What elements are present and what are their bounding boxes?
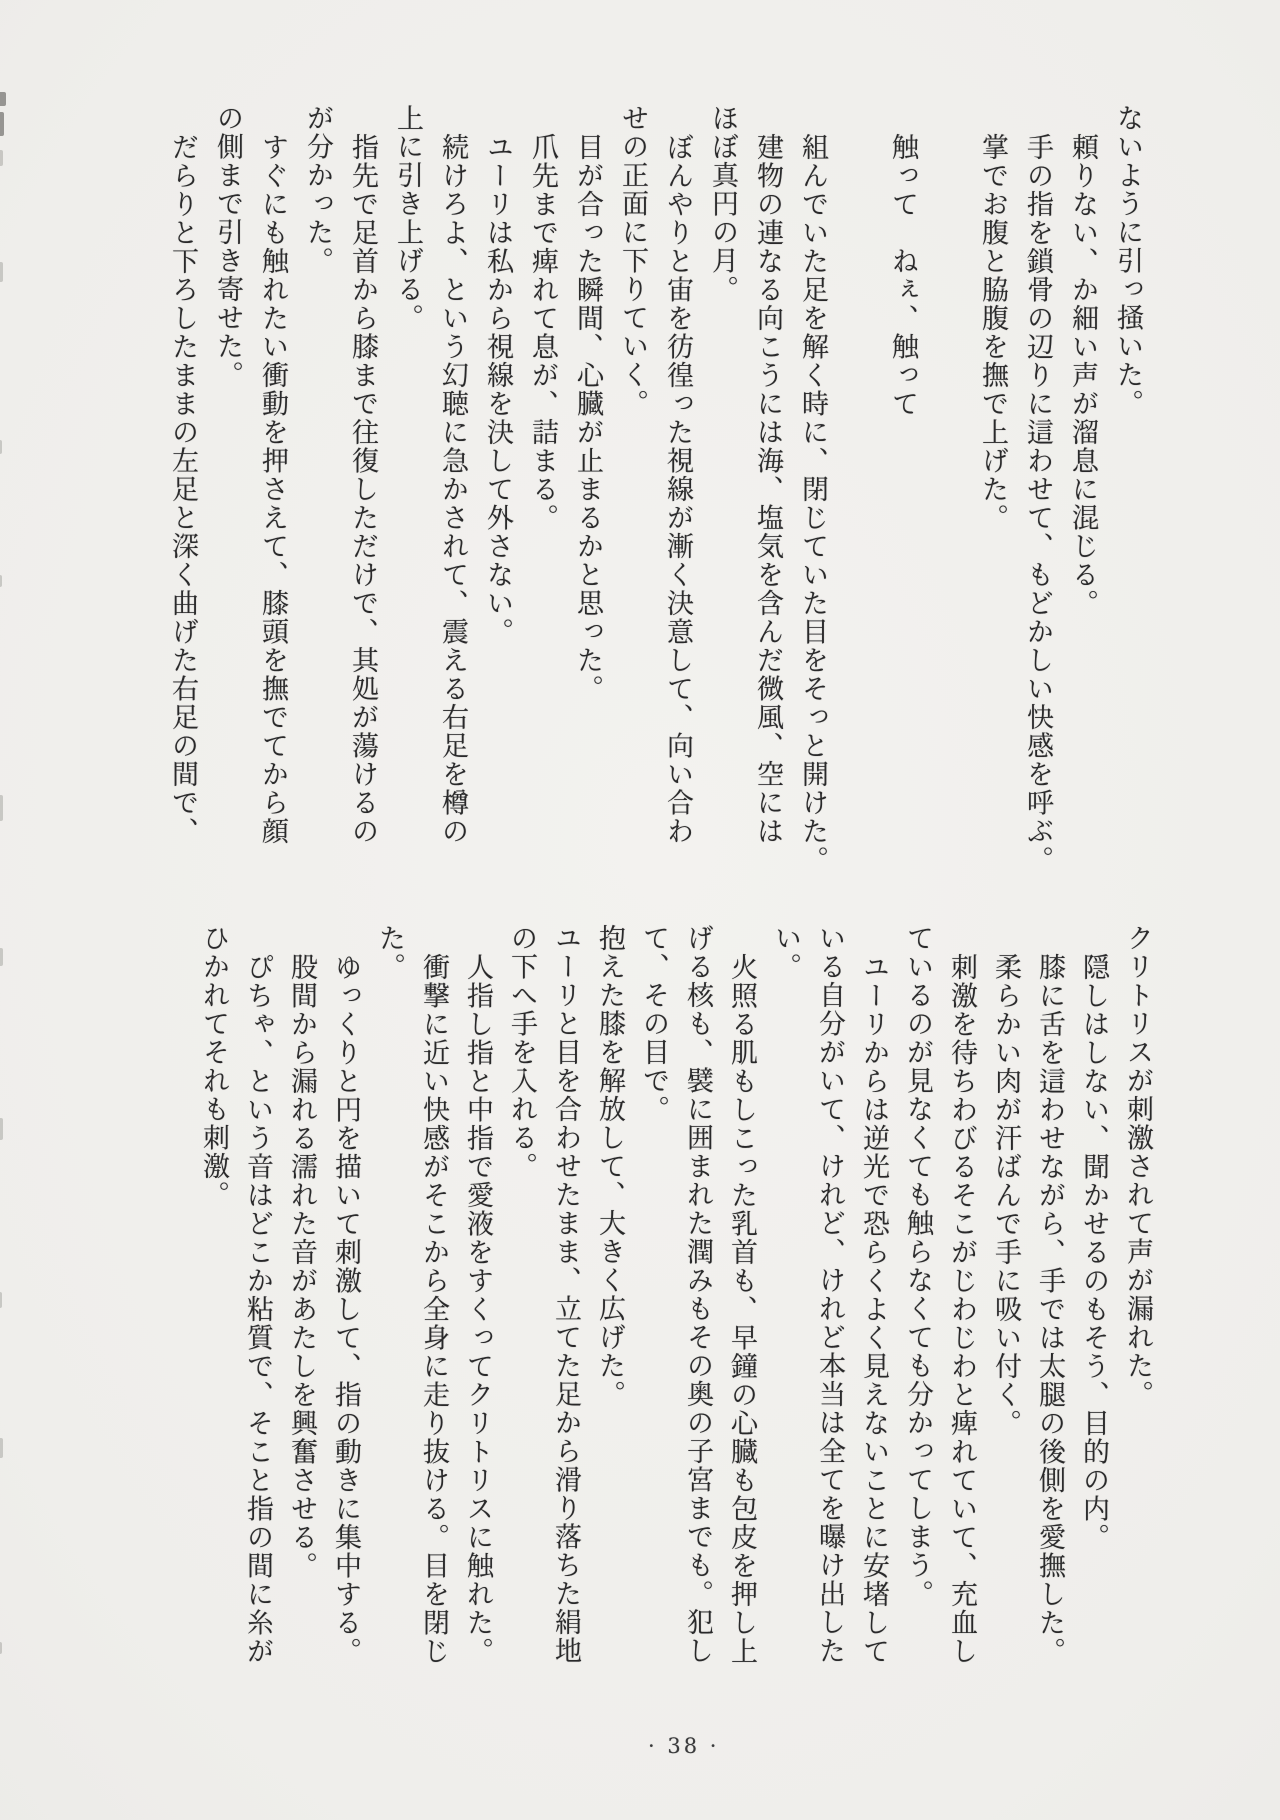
text-column: ないように引っ掻いた。: [1112, 104, 1143, 418]
text-column: ぼんやりと宙を彷徨った視線が漸く決意して、向い合わ: [662, 133, 693, 846]
text-column: ゆっくりと円を描いて刺激して、指の動きに集中する。: [330, 953, 361, 1666]
text-column: ほぼ真円の月。: [707, 104, 738, 304]
text-column: ひかれてそれも刺激。: [198, 924, 229, 1209]
text-column: て、その目で。: [638, 924, 669, 1124]
scan-artifact: [0, 795, 3, 821]
text-column: 手の指を鎖骨の辺りに這わせて、もどかしい快感を呼ぶ。: [1022, 133, 1053, 874]
text-column: 火照る肌もしこった乳首も、早鐘の心臓も包皮を押し上: [726, 953, 757, 1666]
scan-artifact: [0, 440, 2, 454]
scan-artifact: [0, 575, 2, 587]
text-column: 爪先まで痺れて息が、詰まる。: [527, 133, 558, 532]
text-column: 隠しはしない、聞かせるのもそう、目的の内。: [1078, 953, 1109, 1552]
text-column: 人指し指と中指で愛液をすくってクリトリスに触れた。: [462, 953, 493, 1666]
text-column: ユーリと目を合わせたまま、立てた足から滑り落ちた絹地: [550, 924, 581, 1665]
text-column: 頼りない、か細い声が溜息に混じる。: [1067, 133, 1098, 618]
text-column: 触って ねぇ、触って: [887, 133, 918, 418]
text-column: 膝に舌を這わせながら、手では太腿の後側を愛撫した。: [1034, 953, 1065, 1666]
text-column: クリトリスが刺激されて声が漏れた。: [1122, 924, 1153, 1409]
scan-artifact: [0, 1118, 3, 1140]
text-column: 衝撃に近い快感がそこから全身に走り抜ける。目を閉じ: [418, 953, 449, 1666]
text-column: すぐにも触れたい衝動を押さえて、膝頭を撫でてから顔: [257, 133, 288, 846]
text-column: 上に引き上げる。: [392, 104, 423, 332]
text-column: 建物の連なる向こうには海、塩気を含んだ微風、空には: [752, 133, 783, 846]
scan-artifact: [0, 92, 6, 106]
scan-artifact: [0, 262, 3, 282]
scan-artifact: [0, 150, 3, 166]
text-column: 組んでいた足を解く時に、閉じていた目をそっと開けた。: [797, 133, 828, 874]
text-column: せの正面に下りていく。: [617, 104, 648, 418]
scan-artifact: [0, 1642, 2, 1654]
text-column: が分かった。: [302, 104, 333, 275]
text-column: い。: [770, 924, 801, 981]
scan-artifact: [0, 112, 4, 136]
scan-artifact: [0, 948, 3, 966]
text-column: の下へ手を入れる。: [506, 924, 537, 1181]
page-number: · 38 ·: [648, 1734, 720, 1758]
text-column: 抱えた膝を解放して、大きく広げた。: [594, 924, 625, 1409]
text-column: 掌でお腹と脇腹を撫で上げた。: [977, 133, 1008, 532]
text-column: ているのが見なくても触らなくても分かってしまう。: [902, 924, 933, 1608]
text-column: げる核も、襞に囲まれた潤みもその奥の子宮までも。犯し: [682, 924, 713, 1665]
text-column: 柔らかい肉が汗ばんで手に吸い付く。: [990, 953, 1021, 1438]
text-column: た。: [374, 924, 405, 981]
text-column: ユーリは私から視線を決して外さない。: [482, 133, 513, 646]
text-column: 刺激を待ちわびるそこがじわじわと痺れていて、充血し: [946, 953, 977, 1666]
text-column: の側まで引き寄せた。: [212, 104, 243, 389]
text-column: 続けろよ、という幻聴に急かされて、震える右足を樽の: [437, 133, 468, 846]
scan-artifact: [0, 1292, 2, 1308]
text-column: 目が合った瞬間、心臓が止まるかと思った。: [572, 133, 603, 703]
scan-artifact: [0, 1438, 3, 1458]
text-column: 指先で足首から膝まで往復しただけで、其処が蕩けるの: [347, 133, 378, 846]
text-column: ぴちゃ、という音はどこか粘質で、そこと指の間に糸が: [242, 953, 273, 1666]
text-column: だらりと下ろしたままの左足と深く曲げた右足の間で、: [167, 133, 198, 846]
text-column: ユーリからは逆光で恐らくよく見えないことに安堵して: [858, 953, 889, 1666]
text-column: いる自分がいて、けれど、けれど本当は全てを曝け出した: [814, 924, 845, 1665]
text-column: 股間から漏れる濡れた音があたしを興奮させる。: [286, 953, 317, 1580]
